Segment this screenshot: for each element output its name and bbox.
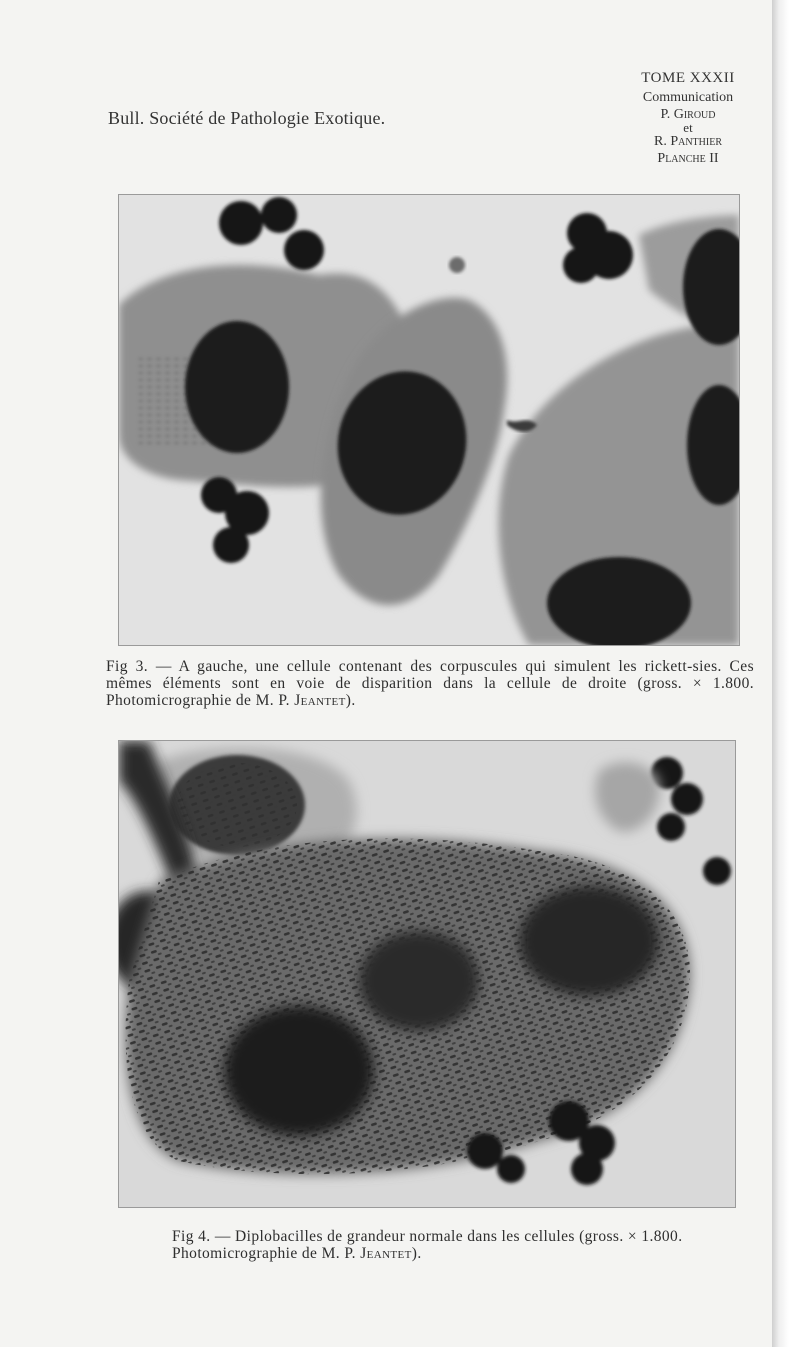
figure-4-caption [172,1228,692,1262]
figure-3-photographer: Jeantet [294,692,346,709]
figure-3-caption [106,658,754,709]
figure-4-photographer: Jeantet [360,1245,412,1262]
communication-label: Communication [642,90,734,105]
page-edge [772,0,800,1347]
journal-title: Bull. Société de Pathologie Exotique. [108,108,386,128]
author-giroud: P. Giroud [660,107,716,122]
figure-3-label: Fig 3. [106,658,149,675]
figure-3-image [119,195,739,645]
plate-number: Planche II [657,151,719,166]
figure-4-caption-tail: ). [411,1245,422,1262]
figure-4-photomicrograph [118,740,736,1208]
author-panthier: R. Panthier [653,134,722,149]
author-conjunction: et [683,120,693,135]
figure-3-caption-tail: ). [345,692,356,709]
tome-number: TOME XXXII [641,70,735,86]
figure-4-caption-text: — Diplobacilles de grandeur normale dans les cellules (gross. × 1.800. Photomicrographie de M. P. [172,1228,683,1262]
figure-4-image [119,741,735,1207]
figure-3-photomicrograph [118,194,740,646]
figure-3-caption-text: — A gauche, une cellule contenant des corpuscules qui simulent les rickett-sies. Ces mêmes éléments sont en voie de disparition dans la cellule de droite (gross. × 1.800. Photomicrographie de M. P. [106,658,754,709]
figure-4-label: Fig 4. [172,1228,211,1245]
plate-metadata [612,70,764,167]
